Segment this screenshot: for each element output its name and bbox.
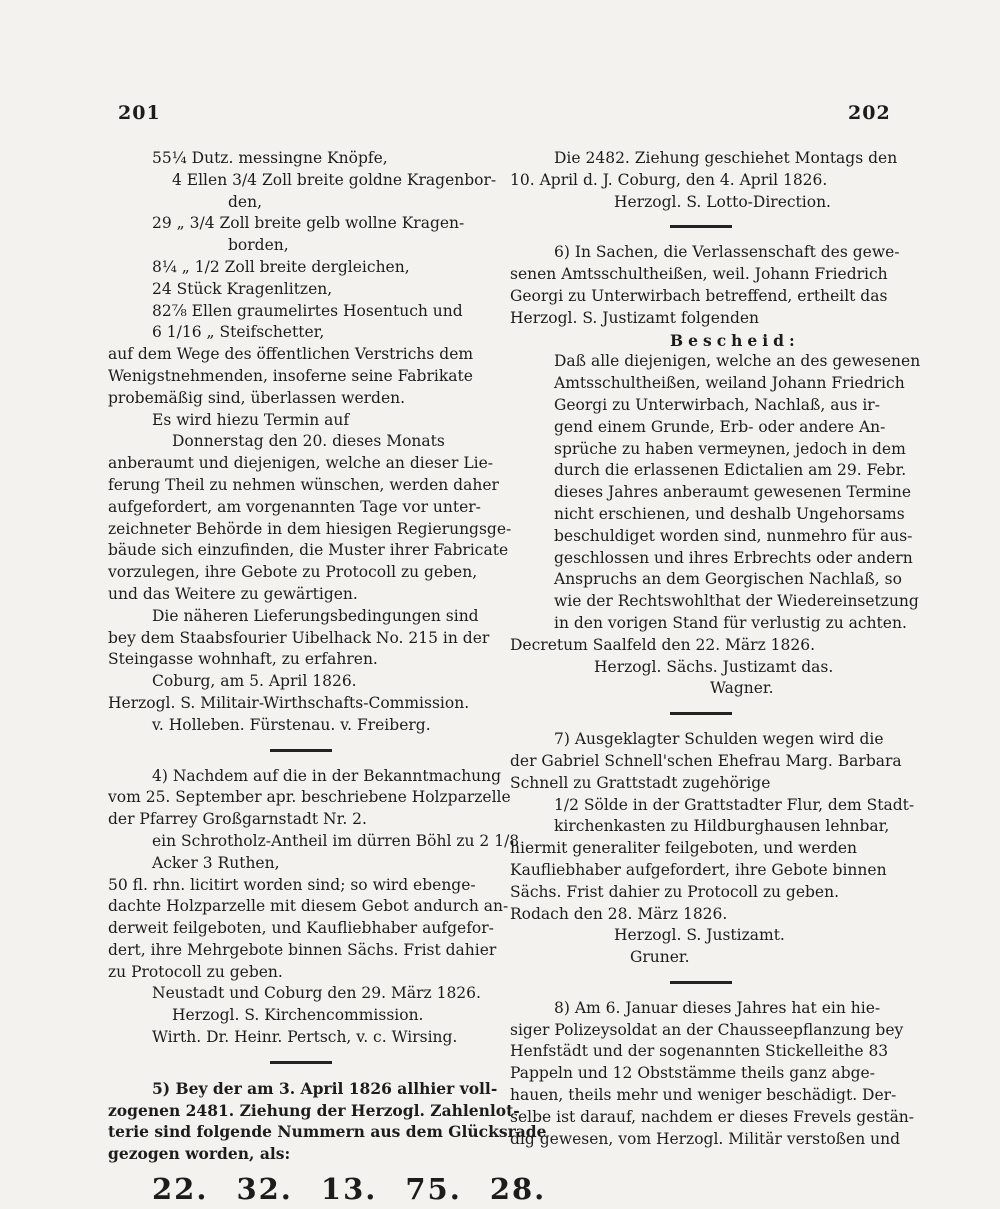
text-line: Neustadt und Coburg den 29. März 1826. <box>152 984 481 1003</box>
text-line: vom 25. September apr. beschriebene Holzparzelle <box>108 788 511 807</box>
text-line: Herzogl. S. Justizamt folgenden <box>510 308 760 327</box>
text-line: 82⅞ Ellen graumelirtes Hosentuch und <box>152 301 463 320</box>
text-line: Anspruchs an dem Georgischen Nachlaß, so <box>554 570 902 589</box>
section-divider <box>670 712 732 715</box>
text-line: Es wird hiezu Termin auf <box>152 410 350 429</box>
section-divider <box>270 1061 332 1064</box>
text-line: 4) Nachdem auf die in der Bekanntmachung <box>152 766 502 785</box>
text-line: 7) Ausgeklagter Schulden wegen wird die <box>554 730 884 749</box>
text-line: Herzogl. Sächs. Justizamt das. <box>594 657 834 676</box>
text-line: 10. April d. J. Coburg, den 4. April 1826. <box>510 170 828 189</box>
text-line: sprüche zu haben vermeynen, jedoch in dem <box>554 439 906 458</box>
bescheid-heading: Bescheid: <box>670 330 800 350</box>
text-line: in den vorigen Stand für verlustig zu achten. <box>554 613 907 632</box>
left-section-3-list <box>108 148 512 737</box>
text-line: aufgefordert, am vorgenannten Tage vor unter- <box>108 497 481 516</box>
text-line: 8) Am 6. Januar dieses Jahres hat ein hie- <box>554 998 881 1017</box>
text-line: Die 2482. Ziehung geschiehet Montags den <box>554 149 898 167</box>
text-line: 8¼ „ 1/2 Zoll breite dergleichen, <box>152 257 410 276</box>
text-line: 29 „ 3/4 Zoll breite gelb wollne Kragen- <box>152 214 465 233</box>
left-section-5 <box>108 1078 547 1165</box>
lottery-number: 32. <box>236 1172 293 1207</box>
text-line: zeichneter Behörde in dem hiesigen Regierungsge- <box>108 519 512 538</box>
text-line: vorzulegen, ihre Gebote zu Protocoll zu geben, <box>108 563 478 582</box>
text-line: selbe ist darauf, nachdem er dieses Frevels gestän- <box>510 1107 915 1126</box>
section-divider <box>670 981 732 984</box>
text-line: bäude sich einzufinden, die Muster ihrer Fabricate <box>108 541 509 560</box>
text-line: Georgi zu Unterwirbach, Nachlaß, aus ir- <box>554 395 880 414</box>
text-line: dachte Holzparzelle mit diesem Gebot andurch an- <box>108 897 509 916</box>
text-line: senen Amtsschultheißen, weil. Johann Friedrich <box>510 265 888 284</box>
text-line: 55¼ Dutz. messingne Knöpfe, <box>152 149 388 167</box>
text-line: Wagner. <box>710 679 774 698</box>
text-line: und das Weitere zu gewärtigen. <box>108 584 358 603</box>
lottery-numbers <box>108 1169 547 1209</box>
text-line: terie sind folgende Nummern aus dem Glücksrade <box>108 1122 547 1142</box>
text-line: Steingasse wohnhaft, zu erfahren. <box>108 650 378 669</box>
text-line: Daß alle diejenigen, welche an des gewesenen <box>554 352 921 371</box>
text-line: Decretum Saalfeld den 22. März 1826. <box>510 635 816 654</box>
section-divider <box>670 225 732 228</box>
text-line: probemäßig sind, überlassen werden. <box>108 388 406 407</box>
text-line: Coburg, am 5. April 1826. <box>152 672 357 691</box>
text-line: Georgi zu Unterwirbach betreffend, ertheilt das <box>510 286 888 305</box>
text-line: Herzogl. S. Lotto-Direction. <box>614 192 831 211</box>
text-line: dert, ihre Mehrgebote binnen Sächs. Frist dahier <box>108 940 497 959</box>
text-line: 4 Ellen 3/4 Zoll breite goldne Kragenbor- <box>172 170 497 189</box>
text-line: Kaufliebhaber aufgefordert, ihre Gebote binnen <box>510 860 887 879</box>
text-line: dig gewesen, vom Herzogl. Militär verstoßen und <box>510 1129 900 1148</box>
right-section-6-intro <box>510 242 900 329</box>
text-line: dieses Jahres anberaumt gewesenen Termine <box>554 483 912 502</box>
right-section-8 <box>510 998 915 1151</box>
text-line: den, <box>228 192 263 211</box>
text-line: ferung Theil zu nehmen wünschen, werden daher <box>108 475 499 494</box>
text-line: hiermit generaliter feilgeboten, und werden <box>510 839 858 858</box>
text-line: gend einem Grunde, Erb- oder andere An- <box>554 417 886 436</box>
text-line: auf dem Wege des öffentlichen Verstrichs dem <box>108 345 474 364</box>
section-divider <box>270 749 332 752</box>
text-line: Herzogl. S. Kirchencommission. <box>172 1006 424 1025</box>
text-line: Herzogl. S. Justizamt. <box>614 926 785 945</box>
text-line: geschlossen und ihres Erbrechts oder andern <box>554 548 913 567</box>
text-line: ein Schrotholz-Antheil im dürren Böhl zu 2 1/8 <box>152 831 520 850</box>
text-line: Herzogl. S. Militair-Wirthschafts-Commission. <box>108 693 470 712</box>
lottery-number: 28. <box>489 1172 547 1207</box>
text-line: Acker 3 Ruthen, <box>152 853 280 872</box>
right-section-7 <box>510 729 915 969</box>
page-number-left: 201 <box>118 102 161 124</box>
text-line: durch die erlassenen Edictalien am 29. Febr. <box>554 461 907 480</box>
text-line: 6 1/16 „ Steifschetter, <box>152 323 325 342</box>
text-line: Schnell zu Grattstadt zugehörige <box>510 773 771 792</box>
text-line: gezogen worden, als: <box>108 1144 291 1164</box>
text-line: siger Polizeysoldat an der Chausseepflanzung bey <box>510 1020 904 1039</box>
text-line: 6) In Sachen, die Verlassenschaft des gewe- <box>554 243 900 262</box>
text-line: anberaumt und diejenigen, welche an dieser Lie- <box>108 454 494 473</box>
text-line: 5) Bey der am 3. April 1826 allhier voll- <box>152 1078 498 1098</box>
right-section-6-body <box>510 351 921 700</box>
text-line: borden, <box>228 236 289 255</box>
text-line: beschuldiget worden sind, nunmehro für aus- <box>554 526 913 545</box>
text-line: zogenen 2481. Ziehung der Herzogl. Zahlenlot- <box>108 1100 520 1120</box>
text-line: Sächs. Frist dahier zu Protocoll zu geben. <box>510 882 840 901</box>
text-line: v. Holleben. Fürstenau. v. Freiberg. <box>152 715 431 734</box>
right-lotto-notice <box>510 148 898 213</box>
text-line: der Pfarrey Großgarnstadt Nr. 2. <box>108 810 367 829</box>
text-line: wie der Rechtswohlthat der Wiedereinsetzung <box>554 592 919 611</box>
text-line: kirchenkasten zu Hildburghausen lehnbar, <box>554 817 890 836</box>
page-number-right: 202 <box>848 102 891 124</box>
text-line: nicht erschienen, und deshalb Ungehorsams <box>554 504 905 523</box>
right-column <box>510 148 921 1150</box>
text-line: Wirth. Dr. Heinr. Pertsch, v. c. Wirsing. <box>152 1028 458 1047</box>
text-line: Rodach den 28. März 1826. <box>510 904 728 923</box>
text-line: zu Protocoll zu geben. <box>108 962 283 981</box>
text-line: Wenigstnehmenden, insoferne seine Fabrikate <box>108 366 473 385</box>
text-line: bey dem Staabsfourier Uibelhack No. 215 in der <box>108 628 490 647</box>
left-column <box>108 148 547 1209</box>
text-line: hauen, theils mehr und weniger beschädigt. Der- <box>510 1086 897 1105</box>
text-line: Pappeln und 12 Obststämme theils ganz abge- <box>510 1064 875 1083</box>
text-line: derweit feilgeboten, und Kaufliebhaber aufgefor- <box>108 919 494 938</box>
text-line: der Gabriel Schnell'schen Ehefrau Marg. Barbara <box>510 751 902 770</box>
left-section-4 <box>108 766 520 1049</box>
lottery-number: 13. <box>320 1172 378 1207</box>
lottery-number: 22. <box>152 1172 209 1207</box>
text-line: Gruner. <box>630 948 690 967</box>
text-line: 24 Stück Kragenlitzen, <box>152 279 333 298</box>
text-line: 1/2 Sölde in der Grattstadter Flur, dem Stadt- <box>554 795 915 814</box>
text-line: Amtsschultheißen, weiland Johann Friedrich <box>554 374 905 393</box>
lottery-number: 75. <box>405 1172 462 1207</box>
text-line: Die näheren Lieferungsbedingungen sind <box>152 606 479 625</box>
text-line: Henfstädt und der sogenannten Stickelleithe 83 <box>510 1042 889 1061</box>
text-line: 50 fl. rhn. licitirt worden sind; so wird ebenge- <box>108 875 476 894</box>
text-line: Donnerstag den 20. dieses Monats <box>172 432 445 451</box>
